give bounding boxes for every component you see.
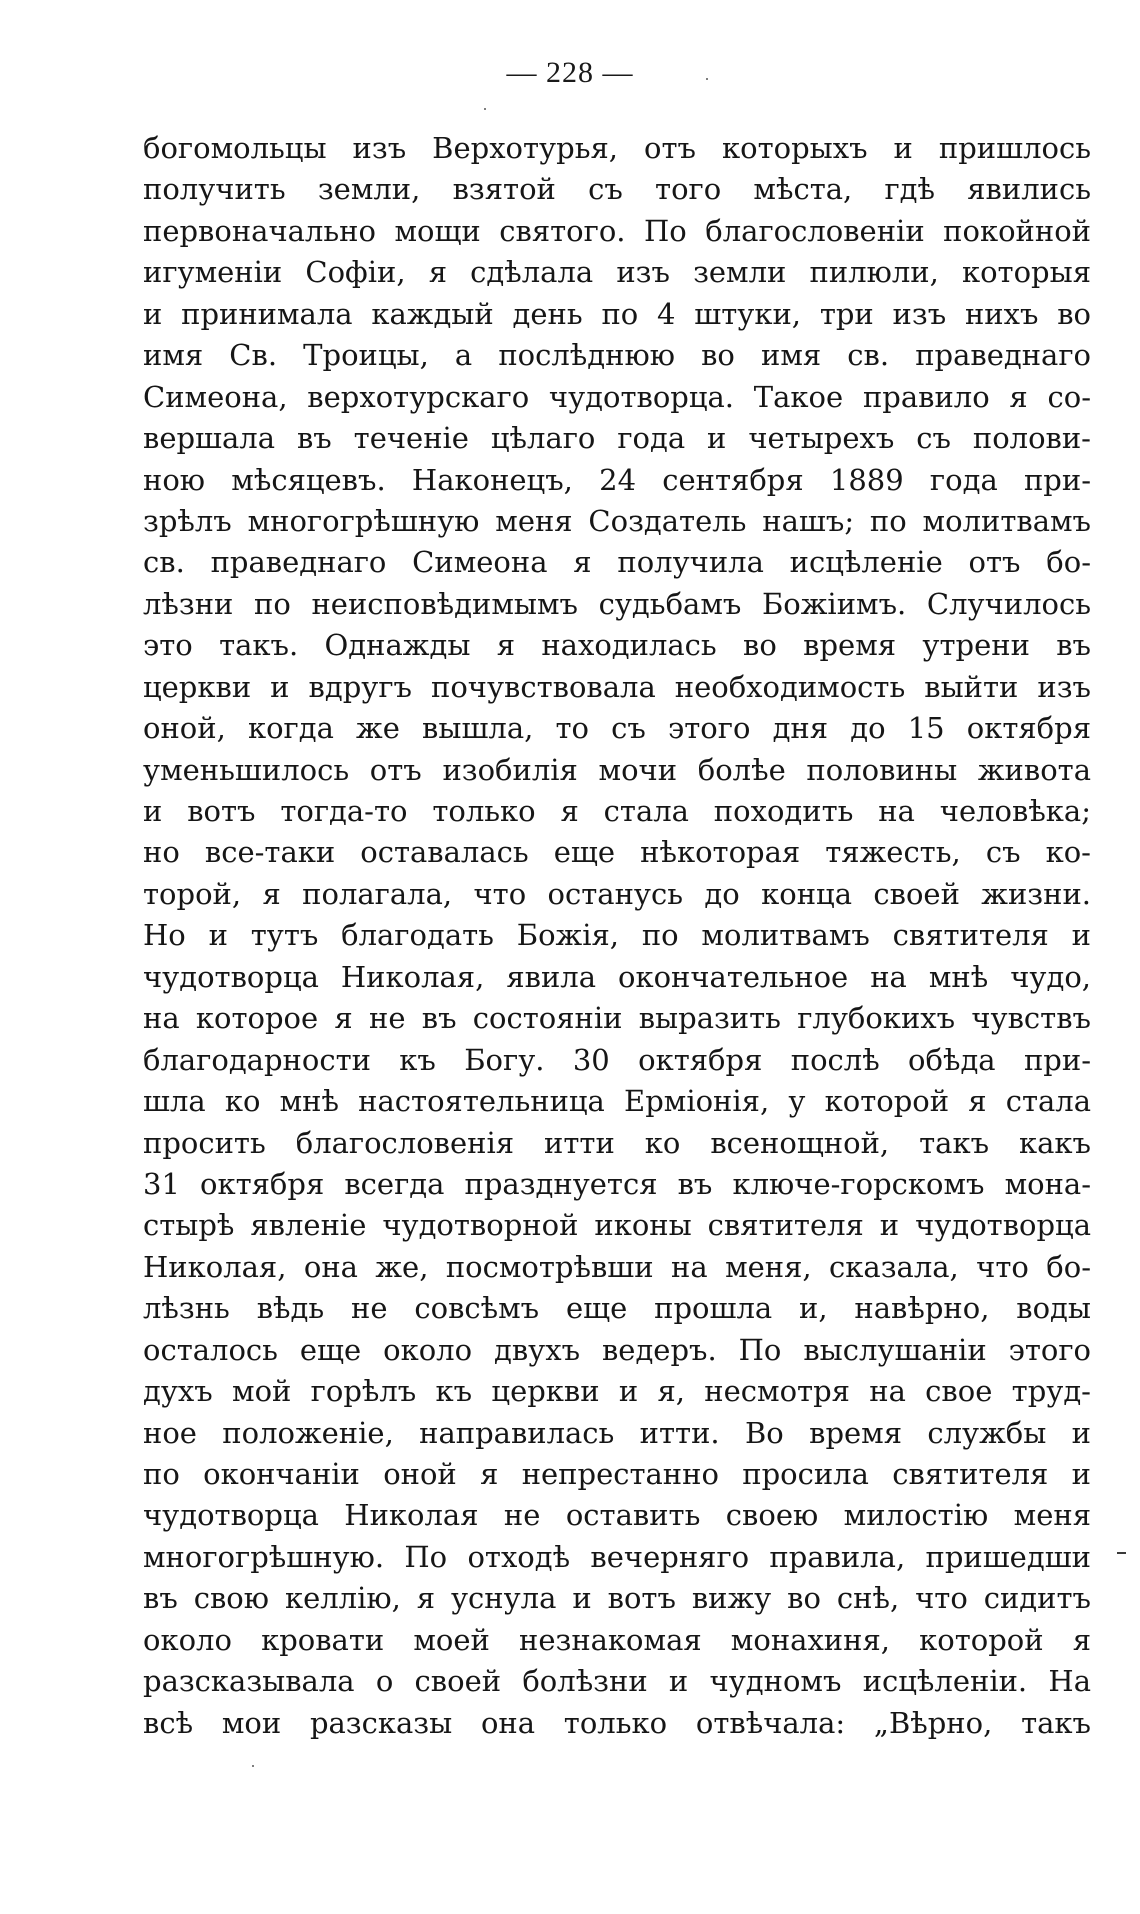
text-line: осталось еще около двухъ ведеръ. По выслушаніи этого [143, 1332, 1091, 1367]
text-line: Николая, она же, посмотрѣвши на меня, сказала, что бо- [143, 1249, 1091, 1284]
text-line: многогрѣшную. По отходѣ вечерняго правила, пришедши [143, 1539, 1091, 1574]
scan-speck [252, 1765, 254, 1767]
text-line: чудотворца Николая, явила окончательное на мнѣ чудо, [143, 959, 1091, 994]
text-line: оной, когда же вышла, то съ этого дня до 15 октября [143, 711, 1091, 746]
text-line: духъ мой горѣлъ къ церкви и я, несмотря на свое труд- [143, 1374, 1091, 1409]
text-line: стырѣ явленіе чудотворной иконы святителя и чудотворца [143, 1208, 1091, 1243]
text-line: разсказывала о своей болѣзни и чудномъ исцѣленіи. На [143, 1664, 1091, 1699]
text-line: богомольцы изъ Верхотурья, отъ которыхъ и пришлось [143, 131, 1091, 165]
text-line: по окончаніи оной я непрестанно просила святителя и [143, 1457, 1091, 1491]
text-line: церкви и вдругъ почувствовала необходимость выйти изъ [143, 669, 1091, 704]
text-line: въ свою келлію, я уснула и вотъ вижу во снѣ, что сидитъ [143, 1581, 1091, 1616]
text-line: вершала въ теченіе цѣлаго года и четырехъ съ полови- [143, 421, 1091, 456]
text-line: 31 октября всегда празднуется въ ключе-горскомъ мона- [143, 1166, 1091, 1201]
text-line: Но и тутъ благодать Божія, по молитвамъ святителя и [143, 918, 1091, 953]
page-number: — 228 — [506, 56, 634, 89]
text-line: лѣзнь вѣдь не совсѣмъ еще прошла и, навѣрно, воды [143, 1291, 1091, 1326]
text-line: ною мѣсяцевъ. Наконецъ, 24 сентября 1889 года при- [143, 462, 1091, 497]
text-line: ное положеніе, направилась итти. Во время службы и [143, 1415, 1091, 1450]
text-line: чудотворца Николая не оставить своею милостію меня [143, 1498, 1091, 1533]
text-line: но все-таки оставалась еще нѣкоторая тяжесть, съ ко- [143, 835, 1091, 870]
text-line: около кровати моей незнакомая монахиня, которой я [143, 1622, 1091, 1657]
text-line: на которое я не въ состояніи выразить глубокихъ чувствъ [143, 1001, 1091, 1036]
text-line: просить благословенія итти ко всенощной, такъ какъ [143, 1125, 1091, 1160]
body-text [143, 128, 1091, 1744]
text-line: торой, я полагала, что останусь до конца своей жизни. [143, 876, 1091, 911]
text-line: всѣ мои разсказы она только отвѣчала: „Вѣрно, такъ [143, 1705, 1091, 1740]
text-line: благодарности къ Богу. 30 октября послѣ обѣда при- [143, 1042, 1091, 1077]
text-line: лѣзни по неисповѣдимымъ судьбамъ Божіимъ. Случилось [143, 586, 1091, 621]
text-line: имя Св. Троицы, а послѣднюю во имя св. праведнаго [143, 338, 1091, 373]
text-line: и принимала каждый день по 4 штуки, три изъ нихъ во [143, 296, 1091, 331]
text-line: зрѣлъ многогрѣшную меня Создатель нашъ; по молитвамъ [143, 503, 1091, 538]
text-line: и вотъ тогда-то только я стала походить на человѣка; [143, 794, 1091, 828]
text-line: св. праведнаго Симеона я получила исцѣленіе отъ бо- [143, 545, 1091, 580]
margin-mark [1117, 1552, 1126, 1554]
scan-speck [706, 78, 708, 80]
text-line: это такъ. Однажды я находилась во время утрени въ [143, 628, 1091, 663]
text-line: получить земли, взятой съ того мѣста, гдѣ явились [143, 172, 1091, 207]
text-line: Симеона, верхотурскаго чудотворца. Такое правило я со- [143, 379, 1091, 414]
text-line: игуменіи Софіи, я сдѣлала изъ земли пилюли, которыя [143, 255, 1091, 290]
scan-speck [484, 108, 486, 110]
text-line: первоначально мощи святого. По благословеніи покойной [143, 213, 1091, 248]
text-line: шла ко мнѣ настоятельница Ерміонія, у которой я стала [143, 1084, 1091, 1119]
text-line: уменьшилось отъ изобилія мочи болѣе половины живота [143, 752, 1091, 787]
